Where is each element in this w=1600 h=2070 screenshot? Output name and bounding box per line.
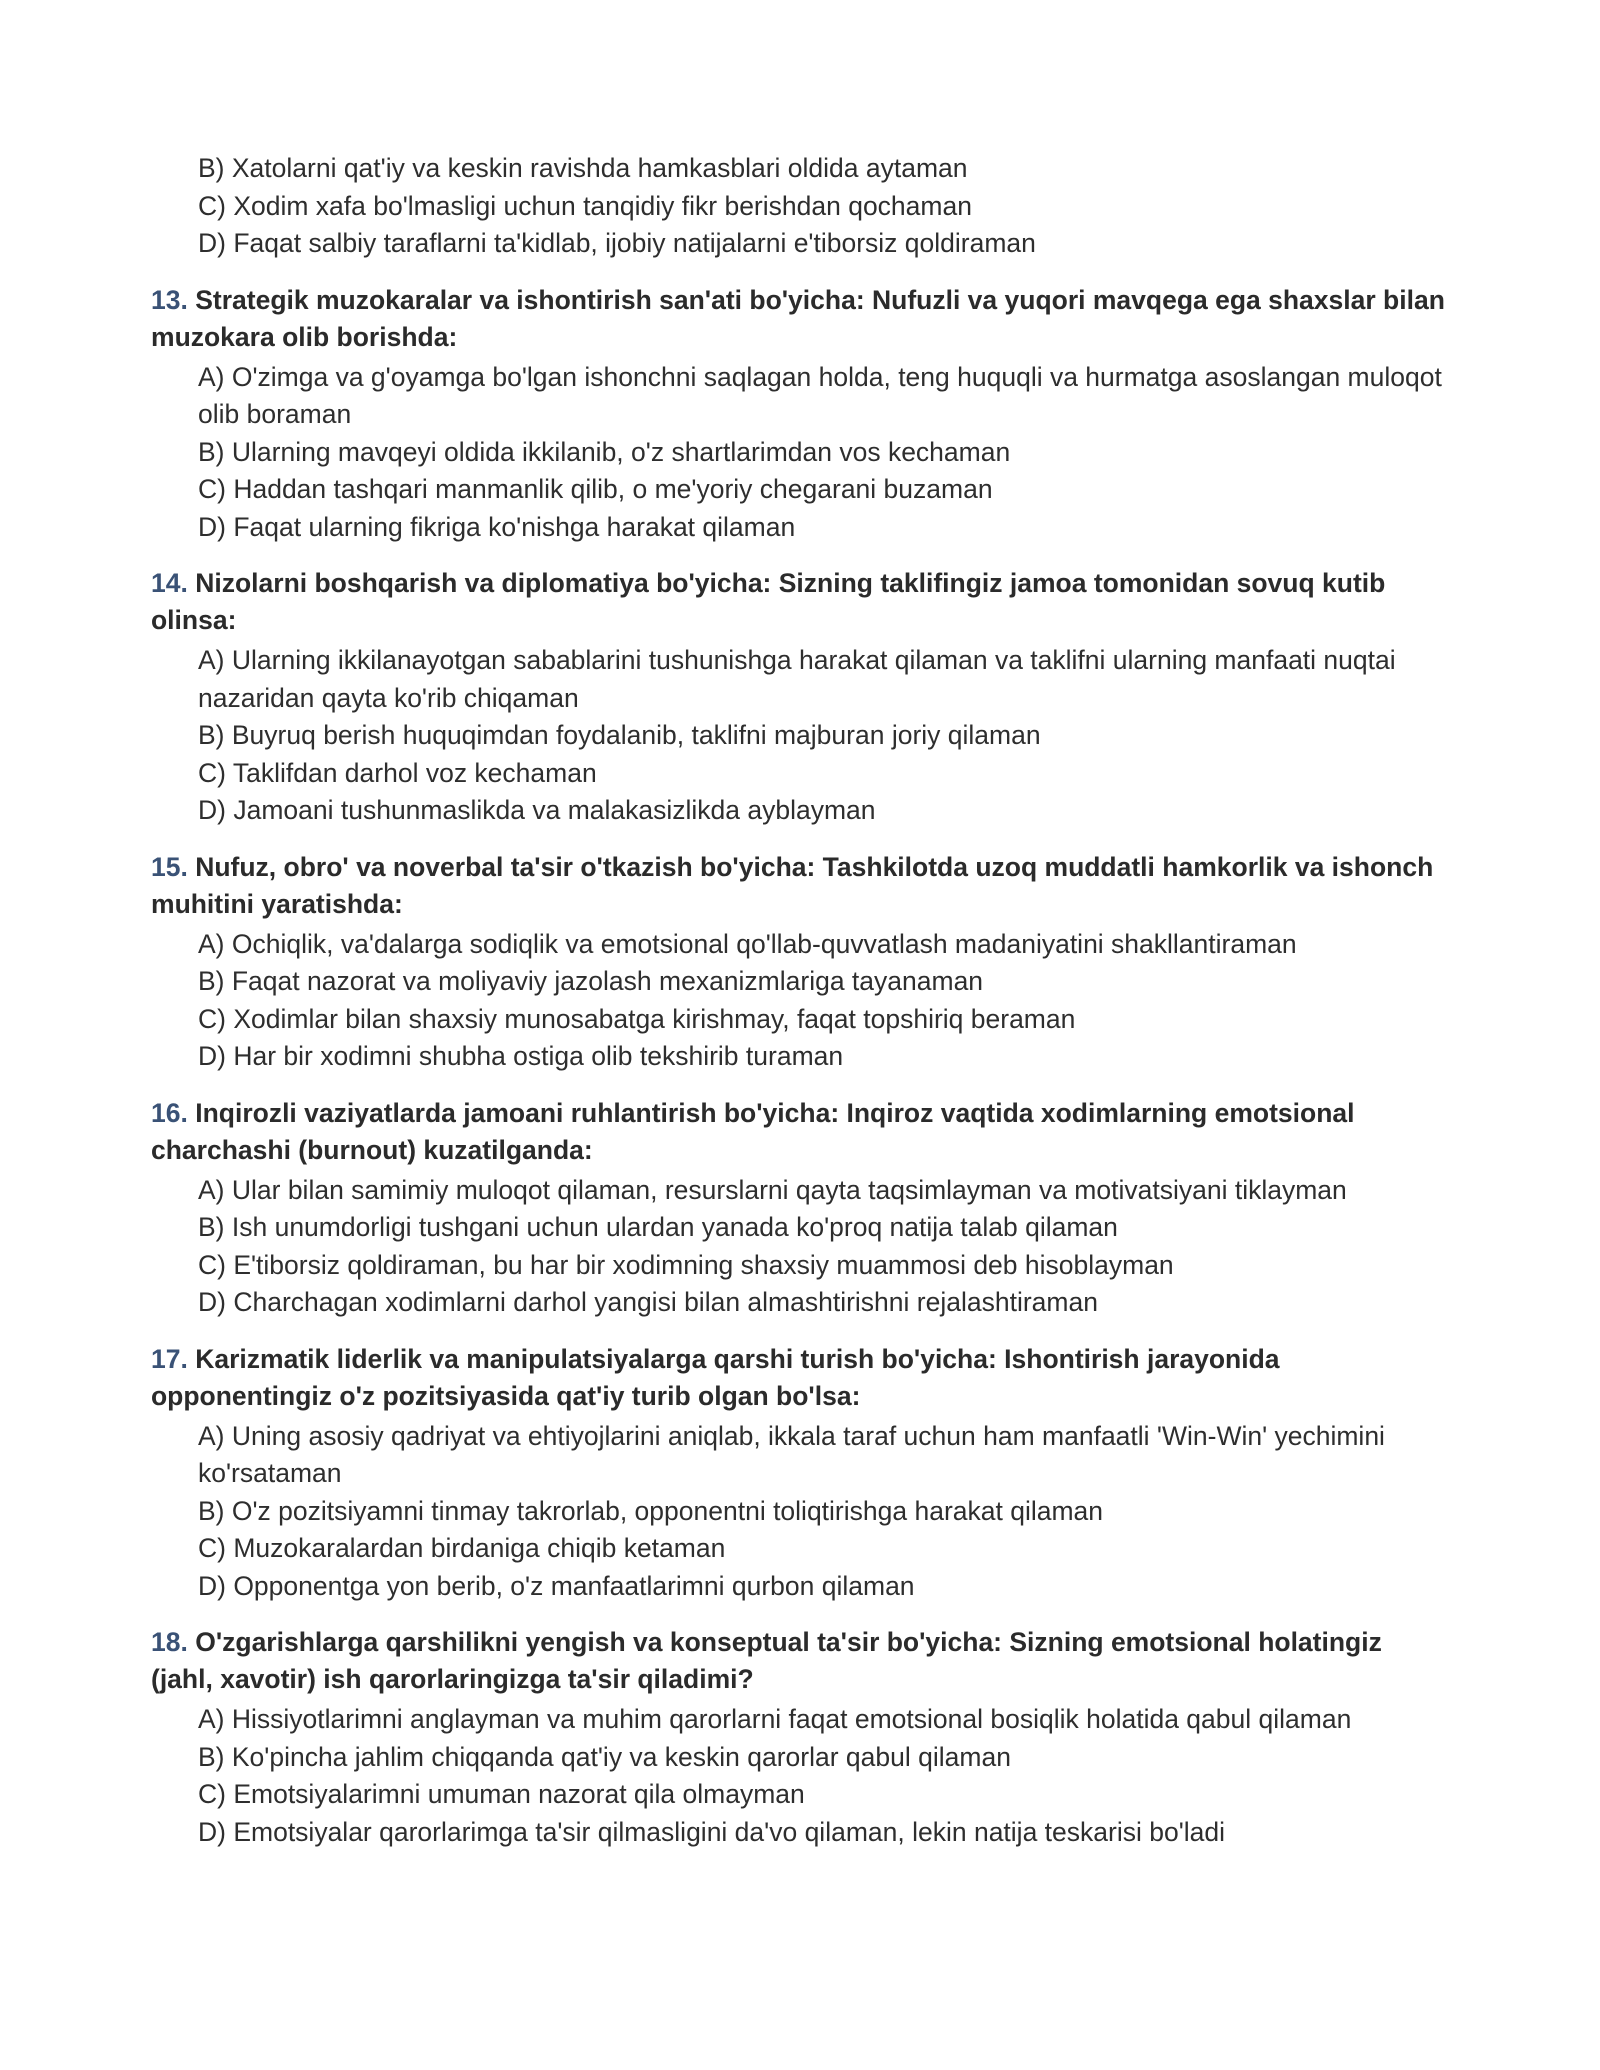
question-number: 13.: [151, 284, 188, 315]
question-number: 14.: [151, 568, 188, 598]
question-heading: [151, 1095, 1451, 1169]
question-number: 18.: [151, 1627, 188, 1657]
question-number: 17.: [151, 1343, 188, 1374]
question-heading: [151, 1624, 1451, 1698]
question-18: [151, 1624, 1451, 1851]
question-number: 16.: [151, 1097, 188, 1128]
answer-option: D) Faqat ularning fikriga ko'nishga harakat qilaman: [198, 511, 796, 542]
question-16: [151, 1095, 1451, 1322]
answer-option: C) Taklifdan darhol voz kechaman: [198, 757, 597, 788]
question-text: Nufuz, obro' va noverbal ta'sir o'tkazish bo'yicha: Tashkilotda uzoq muddatli hamkorlik va ishonch muhitini yaratishda:: [151, 851, 1434, 919]
answer-option: A) O'zimga va g'oyamga bo'lgan ishonchni saqlagan holda, teng huquqli va hurmatga asoslangan muloqot olib boraman: [198, 361, 1442, 429]
question-text: O'zgarishlarga qarshilikni yengish va konseptual ta'sir bo'yicha: Sizning emotsional holatingiz (jahl, xavotir) ish qarorlaringizga ta'sir qiladimi?: [151, 1627, 1382, 1694]
answer-option: B) Buyruq berish huquqimdan foydalanib, taklifni majburan joriy qilaman: [198, 720, 1041, 750]
question-14: [151, 565, 1451, 830]
answer-option: B) Ularning mavqeyi oldida ikkilanib, o'z shartlarimdan vos kechaman: [198, 436, 1011, 467]
previous-question-options: [151, 150, 1451, 263]
answer-option: B) Faqat nazorat va moliyaviy jazolash mexanizmlariga tayanaman: [198, 966, 984, 996]
answer-option: B) Ish unumdorligi tushgani uchun ulardan yanada ko'proq natija talab qilaman: [198, 1212, 1118, 1242]
answer-option: D) Charchagan xodimlarni darhol yangisi bilan almashtirishni rejalashtiraman: [198, 1287, 1098, 1317]
answer-option: A) Hissiyotlarimni anglayman va muhim qarorlarni faqat emotsional bosiqlik holatida qabul qilaman: [198, 1704, 1352, 1734]
question-text: Inqirozli vaziyatlarda jamoani ruhlantirish bo'yicha: Inqiroz vaqtida xodimlarning emotsional charchashi (burnout) kuzatilganda:: [151, 1097, 1355, 1165]
answer-option: B) Ko'pincha jahlim chiqqanda qat'iy va keskin qarorlar qabul qilaman: [198, 1741, 1011, 1772]
answer-option: C) Muzokaralardan birdaniga chiqib ketaman: [198, 1533, 726, 1563]
answer-option: D) Jamoani tushunmaslikda va malakasizlikda ayblayman: [198, 795, 876, 825]
answer-option: D) Opponentga yon berib, o'z manfaatlarimni qurbon qilaman: [198, 1570, 915, 1601]
question-heading: [151, 1341, 1451, 1415]
question-heading: [151, 282, 1451, 356]
answer-option: D) Har bir xodimni shubha ostiga olib tekshirib turaman: [198, 1041, 844, 1071]
question-text: Nizolarni boshqarish va diplomatiya bo'yicha: Sizning taklifingiz jamoa tomonidan sovuq kutib olinsa:: [151, 568, 1386, 635]
page-content: [151, 150, 1451, 1851]
question-15: [151, 849, 1451, 1076]
answer-option: C) Haddan tashqari manmanlik qilib, o me'yoriy chegarani buzaman: [198, 474, 993, 504]
answer-option: C) Emotsiyalarimni umuman nazorat qila olmayman: [198, 1779, 805, 1809]
question-13: [151, 282, 1451, 547]
answer-option: A) Ular bilan samimiy muloqot qilaman, resurslarni qayta taqsimlayman va motivatsiyani tiklayman: [198, 1174, 1347, 1205]
answer-option: A) Ochiqlik, va'dalarga sodiqlik va emotsional qo'llab-quvvatlash madaniyatini shakllantiraman: [198, 928, 1297, 959]
question-17: [151, 1341, 1451, 1606]
answer-option: D) Emotsiyalar qarorlarimga ta'sir qilmasligini da'vo qilaman, lekin natija teskarisi bo'ladi: [198, 1816, 1226, 1847]
answer-option: A) Ularning ikkilanayotgan sabablarini tushunishga harakat qilaman va taklifni ularning manfaati nuqtai nazaridan qayta ko'rib chiqaman: [198, 645, 1396, 713]
answer-option: C) E'tiborsiz qoldiraman, bu har bir xodimning shaxsiy muammosi deb hisoblayman: [198, 1249, 1174, 1280]
answer-option: B) Xatolarni qat'iy va keskin ravishda hamkasblari oldida aytaman: [198, 153, 968, 183]
question-heading: [151, 565, 1451, 639]
answer-option: B) O'z pozitsiyamni tinmay takrorlab, opponentni toliqtirishga harakat qilaman: [198, 1495, 1104, 1526]
question-text: Strategik muzokaralar va ishontirish san'ati bo'yicha: Nufuzli va yuqori mavqega ega shaxslar bilan muzokara olib borishda:: [151, 284, 1445, 352]
answer-option: D) Faqat salbiy taraflarni ta'kidlab, ijobiy natijalarni e'tiborsiz qoldiraman: [198, 228, 1036, 258]
answer-option: A) Uning asosiy qadriyat va ehtiyojlarini aniqlab, ikkala taraf uchun ham manfaatli 'Win-Win' yechimini ko'rsataman: [198, 1420, 1385, 1488]
question-heading: [151, 849, 1451, 923]
answer-option: C) Xodimlar bilan shaxsiy munosabatga kirishmay, faqat topshiriq beraman: [198, 1003, 1076, 1034]
answer-option: C) Xodim xafa bo'lmasligi uchun tanqidiy fikr berishdan qochaman: [198, 190, 972, 221]
question-text: Karizmatik liderlik va manipulatsiyalarga qarshi turish bo'yicha: Ishontirish jarayonida opponentingiz o'z pozitsiyasida qat'iy turib olgan bo'lsa:: [151, 1343, 1280, 1411]
question-number: 15.: [151, 851, 188, 882]
